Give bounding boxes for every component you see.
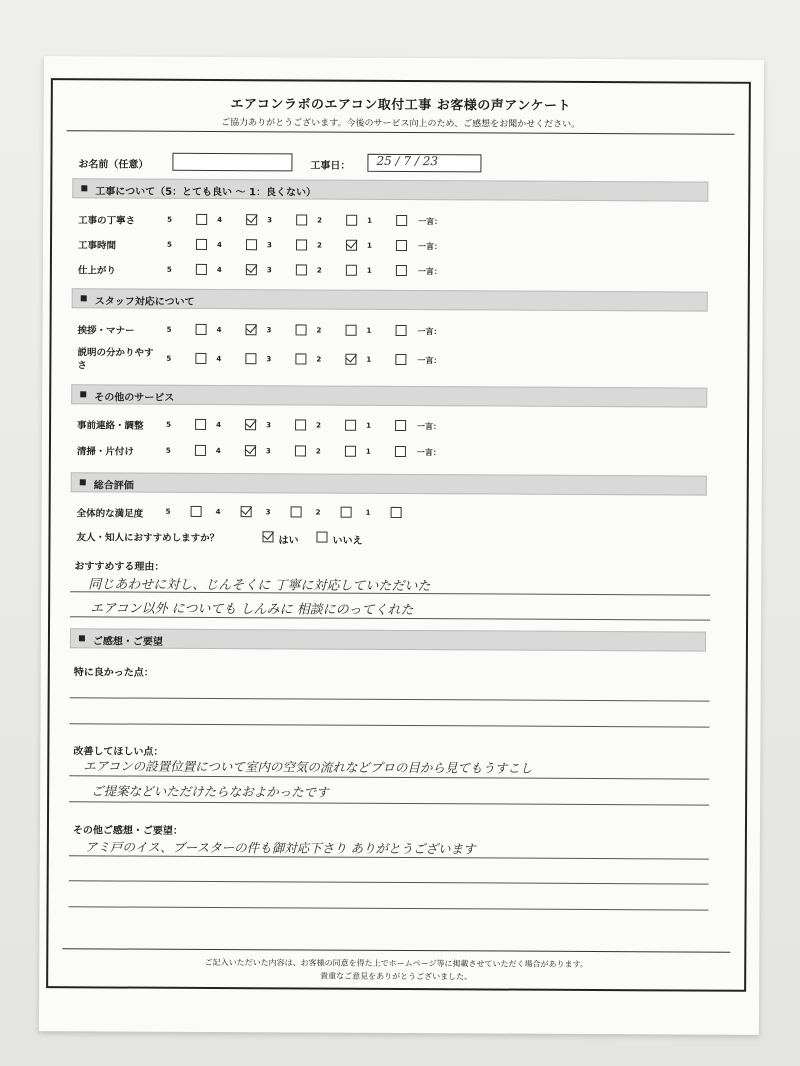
rating-row	[168, 239, 468, 257]
section-title: ご感想・ご要望	[92, 636, 163, 648]
rating-checkbox-5[interactable]	[196, 324, 207, 335]
section-staff	[72, 288, 708, 311]
row-label: 清掃・片付け	[76, 446, 134, 458]
rating-checkbox-1[interactable]	[396, 240, 407, 251]
section-title: スタッフ対応について	[94, 296, 195, 308]
bullet-square-icon	[81, 185, 87, 191]
bullet-square-icon	[79, 635, 85, 641]
form-frame	[46, 78, 751, 992]
rating-number: 4	[215, 447, 221, 456]
rating-checkbox-4[interactable]	[245, 445, 256, 456]
rating-number: 3	[266, 355, 272, 364]
recommend-yes-checkbox[interactable]	[262, 531, 273, 542]
rating-checkbox-5[interactable]	[196, 214, 207, 225]
satisfaction-label: 全体的な満足度	[76, 508, 144, 520]
rating-number: 1	[366, 266, 372, 275]
reason-text-line1: 同じあわせに対し、じんそくに 丁寧に対応していただいた	[88, 577, 431, 595]
rating-checkbox-2[interactable]	[341, 507, 352, 518]
rating-number: 3	[266, 326, 272, 335]
rating-checkbox-4[interactable]	[246, 264, 257, 275]
comment-label: 一言：	[417, 422, 442, 432]
bullet-square-icon	[80, 391, 86, 397]
section-title: 総合評価	[93, 480, 134, 492]
rating-number: 3	[266, 241, 272, 250]
rating-checkbox-3[interactable]	[296, 324, 307, 335]
rating-number: 4	[216, 266, 222, 275]
rating-checkbox-2[interactable]	[346, 215, 357, 226]
rating-row	[167, 353, 467, 371]
rating-number: 1	[365, 508, 371, 517]
recommend-no-label: いいえ	[332, 535, 363, 547]
rating-number: 2	[316, 241, 322, 250]
rating-checkbox-3[interactable]	[296, 239, 307, 250]
reason-label: おすすめする理由：	[74, 561, 165, 573]
other-comments-text: アミ戸のイス、ブースターの件も御対応下さり ありがとうございます	[84, 839, 476, 857]
rating-number: 5	[166, 420, 171, 429]
writing-line	[70, 723, 710, 727]
rating-checkbox-5[interactable]	[196, 264, 207, 275]
rating-number: 5	[167, 215, 173, 224]
footer-thanks: 貴重なご意見をありがとうございました。	[320, 971, 473, 982]
other-comments-label: その他ご感想・ご要望：	[72, 825, 183, 837]
rating-checkbox-1[interactable]	[395, 446, 406, 457]
rating-number: 4	[216, 355, 222, 364]
rating-number: 2	[315, 447, 321, 456]
section-other-services	[71, 384, 707, 407]
rating-checkbox-2[interactable]	[346, 265, 357, 276]
rating-number: 3	[266, 266, 272, 275]
survey-sheet	[39, 56, 764, 1035]
rating-number: 4	[217, 216, 223, 225]
section-overall	[71, 472, 707, 495]
rating-number: 5	[166, 325, 172, 334]
comment-label: 一言：	[417, 242, 443, 252]
rating-checkbox-1[interactable]	[396, 215, 407, 226]
section-feedback	[70, 628, 706, 651]
rating-number: 5	[165, 446, 171, 455]
rating-checkbox-2[interactable]	[345, 446, 356, 457]
rating-checkbox-5[interactable]	[191, 506, 202, 517]
rating-checkbox-4[interactable]	[245, 353, 256, 364]
writing-line	[69, 801, 709, 805]
writing-line	[69, 906, 709, 910]
rating-row	[168, 214, 468, 232]
rating-number: 1	[367, 216, 373, 225]
footer-note: ご記入いただいた内容は、お客様の同意を得た上でホームページ等に掲載させていただく場合があります。	[204, 957, 588, 969]
reason-text-line2: エアコン以外 についても しんみに 相談にのってくれた	[90, 601, 414, 619]
rating-checkbox-2[interactable]	[345, 354, 356, 365]
rating-number: 2	[317, 216, 323, 225]
rating-checkbox-4[interactable]	[245, 419, 256, 430]
rating-number: 1	[366, 241, 372, 250]
section-work	[72, 178, 708, 201]
improve-text-line2: ご提案などいただけたらなおよかったです	[91, 783, 329, 800]
rating-checkbox-4[interactable]	[246, 214, 257, 225]
rating-number: 4	[216, 326, 222, 335]
rating-number: 2	[315, 508, 321, 517]
improve-text-line1: エアコンの設置位置について室内の空気の流れなどプロの目から見てもうすこし	[83, 758, 533, 776]
rating-number: 2	[316, 421, 321, 430]
rating-checkbox-1[interactable]	[395, 354, 406, 365]
date-value: 25 / 7 / 23	[376, 153, 439, 169]
date-label: 工事日：	[310, 160, 351, 172]
footer-divider	[62, 948, 730, 952]
row-label: 仕上がり	[77, 265, 116, 277]
rating-checkbox-5[interactable]	[195, 445, 206, 456]
good-points-label: 特に良かった点：	[73, 667, 154, 679]
row-label: 工事の丁寧さ	[78, 215, 136, 227]
comment-label: 一言：	[417, 327, 442, 337]
row-label: 工事時間	[77, 240, 117, 252]
row-label: 事前連絡・調整	[77, 420, 144, 432]
recommend-no-checkbox[interactable]	[316, 532, 327, 543]
rating-number: 1	[366, 326, 372, 335]
rating-row	[167, 419, 467, 437]
rating-checkbox-5[interactable]	[195, 419, 206, 430]
comment-label: 一言：	[417, 356, 442, 366]
rating-checkbox-3[interactable]	[295, 419, 306, 430]
rating-checkbox-1[interactable]	[396, 265, 407, 276]
rating-number: 2	[316, 326, 322, 335]
row-label: 説明の分かりやすさ	[77, 347, 154, 372]
rating-number: 3	[266, 421, 271, 430]
satisfaction-rating	[167, 506, 467, 524]
rating-number: 1	[365, 447, 371, 456]
rating-checkbox-2[interactable]	[346, 240, 357, 251]
rating-checkbox-5[interactable]	[195, 353, 206, 364]
rating-row	[167, 445, 467, 463]
rating-checkbox-3[interactable]	[291, 506, 302, 517]
rating-checkbox-5[interactable]	[196, 239, 207, 250]
rating-checkbox-2[interactable]	[345, 420, 356, 431]
writing-line	[69, 880, 709, 884]
rating-number: 3	[265, 447, 271, 456]
rating-checkbox-1[interactable]	[391, 507, 402, 518]
rating-checkbox-3[interactable]	[295, 353, 306, 364]
recommend-label: 友人・知人におすすめしますか？	[76, 532, 220, 545]
rating-checkbox-1[interactable]	[395, 420, 406, 431]
rating-number: 5	[166, 354, 172, 363]
rating-number: 4	[215, 508, 221, 517]
date-field[interactable]	[367, 154, 481, 173]
comment-label: 一言：	[417, 267, 442, 277]
rating-number: 5	[165, 507, 171, 516]
rating-number: 5	[166, 265, 172, 274]
rating-number: 4	[216, 421, 221, 430]
row-label: 挨拶・マナー	[77, 325, 135, 337]
improve-label: 改善してほしい点：	[73, 746, 164, 758]
bullet-square-icon	[80, 479, 86, 485]
form-subtitle: ご協力ありがとうございます。今後のサービス向上のため、ご感想をお聞かせください。	[221, 118, 581, 130]
name-label: お名前（任意）	[78, 159, 149, 171]
rating-checkbox-4[interactable]	[241, 506, 252, 517]
rating-checkbox-4[interactable]	[246, 324, 257, 335]
rating-checkbox-3[interactable]	[296, 214, 307, 225]
title-divider	[67, 130, 735, 134]
rating-checkbox-4[interactable]	[246, 239, 257, 250]
rating-row	[168, 264, 468, 282]
writing-line	[70, 697, 710, 701]
rating-row	[168, 324, 468, 342]
rating-number: 4	[216, 241, 222, 250]
rating-number: 1	[366, 421, 371, 430]
rating-checkbox-2[interactable]	[346, 325, 357, 336]
rating-number: 2	[316, 266, 322, 275]
comment-label: 一言：	[416, 448, 441, 458]
section-title: その他のサービス	[94, 392, 175, 404]
rating-number: 2	[316, 355, 322, 364]
comment-label: 一言：	[418, 217, 443, 227]
recommend-yes-label: はい	[278, 535, 299, 547]
form-title: エアコンラボのエアコン取付工事 お客様の声アンケート	[230, 97, 572, 114]
rating-checkbox-3[interactable]	[295, 445, 306, 456]
rating-number: 1	[366, 355, 372, 364]
name-field[interactable]	[172, 153, 292, 172]
rating-number: 3	[267, 216, 273, 225]
rating-checkbox-3[interactable]	[296, 264, 307, 275]
rating-number: 3	[265, 508, 271, 517]
bullet-square-icon	[81, 295, 87, 301]
rating-checkbox-1[interactable]	[396, 325, 407, 336]
rating-number: 5	[166, 240, 172, 249]
section-title: 工事について（5：とても良い 〜 1：良くない）	[95, 186, 317, 199]
